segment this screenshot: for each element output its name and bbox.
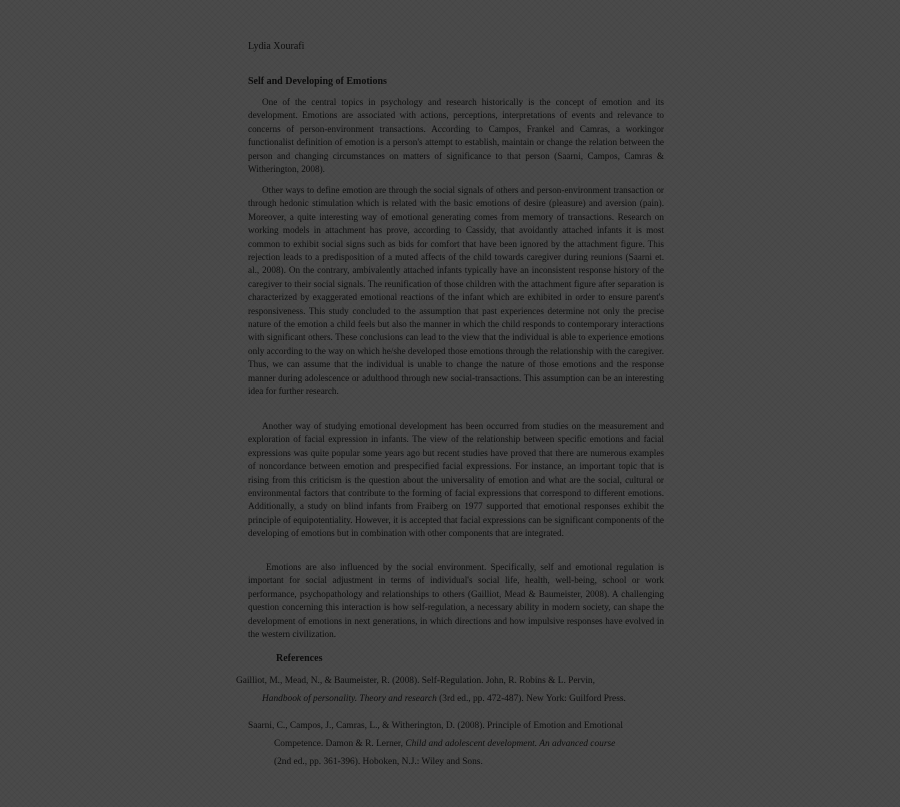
- reference-2: [248, 717, 678, 771]
- reference-1-line-2: [236, 690, 666, 708]
- paragraph-1: One of the central topics in psychology and research historically is the concept of emotion and its development. Emotions are associated with actions, perceptions, interpretations of events and relevance to concerns of person-environment transactions. According to Campos, Frankel and Camras, a workingor functionalist definition of emotion is a person's attempt to establish, maintain or change the relation between the person and changing circumstances on matters of significance to that person (Saarni, Campos, Camras & Witherington, 2008).: [248, 97, 664, 175]
- paragraph-2: Other ways to define emotion are through the social signals of others and person-environment transaction or through hedonic stimulation which is related with the basic emotions of desire (pleasure) and aversion (pain). Moreover, a quite interesting way of emotional generating comes from memory of transactions. Research on working models in attachment has prove, according to Cassidy, that avoidantly attached infants it is most common to exhibit social signs such as bids for comfort that have been ignored by the attachment figure. This rejection leads to a predisposition of a muted affects of the child towards caregiver during reunions (Saarni et. al., 2008). On the contrary, ambivalently attached infants typically have an inconsistent response history of the caregiver to their social signals. The reunification of those children with the attachment figure after separation is characterized by exaggerated emotional reactions of the infant which are exhibited in order to ensure parent's responsiveness. This study concluded to the assumption that past experiences determine not only the precise nature of the emotion a child feels but also the manner in which the child responds to contemporary interactions with significant others. These conclusions can lead to the view that the individual is able to experience emotions only according to the way on which he/she developed those emotions through the relationship with the caregiver. Thus, we can assume that the individual is unable to change the nature of those emotions and the response manner during adolescence or adulthood through new social-transactions. This assumption can be an interesting idea for further research.: [248, 185, 664, 397]
- reference-2-book-title: Child and adolescent development. An advanced course: [405, 739, 616, 749]
- reference-2-line-2: [248, 735, 678, 753]
- reference-2-line-3: (2nd ed., pp. 361-396). Hoboken, N.J.: Wiley and Sons.: [274, 757, 483, 767]
- reference-2-line-1: Saarni, C., Campos, J., Camras, L., & Witherington, D. (2008). Principle of Emotion and Emotional: [248, 721, 623, 731]
- reference-1-publication: (3rd ed., pp. 472-487). New York: Guilford Press.: [436, 694, 626, 704]
- paragraph-4: Emotions are also influenced by the social environment. Specifically, self and emotional regulation is important for social adjustment in terms of individual's social life, health, well-being, school or work performance, psychopathology and relationships to others (Gailliot, Mead & Baumeister, 2008). A challenging question concerning this interaction is how self-regulation, a necessary ability in modern society, can shape the development of emotions in next generations, in which directions and how impulsive responses have evolved in the western civilization.: [248, 562, 664, 640]
- essay-title: Self and Developing of Emotions: [248, 76, 387, 87]
- author-name: Lydia Xourafi: [248, 41, 305, 52]
- paragraph-3: Another way of studying emotional development has been occurred from studies on the measurement and exploration of facial expression in infants. The view of the relationship between specific emotions and facial expressions was quite popular some years ago but recent studies have proved that there are numerous examples of noncordance between emotion and prespecified facial expressions. For instance, an important topic that is rising from this criticism is the question about the universality of emotion and what are the social, cultural or environmental factors that contribute to the forming of facial expressions that correspond to different emotions. Additionally, a study on blind infants from Fraiberg on 1977 supported that emotional responses exhibit the principle of equipotentiality. However, it is accepted that facial expressions can be significant components of the developing of emotions but in combination with other components that are integrated.: [248, 421, 664, 539]
- references-heading: References: [276, 653, 323, 664]
- reference-1: [236, 672, 666, 708]
- reference-2-editors: Competence. Damon & R. Lerner,: [274, 739, 406, 749]
- reference-1-book-title: Handbook of personality. Theory and research: [262, 694, 437, 704]
- reference-1-line-1: Gailliot, M., Mead, N., & Baumeister, R. (2008). Self-Regulation. John, R. Robins & L. Pervin,: [236, 676, 595, 686]
